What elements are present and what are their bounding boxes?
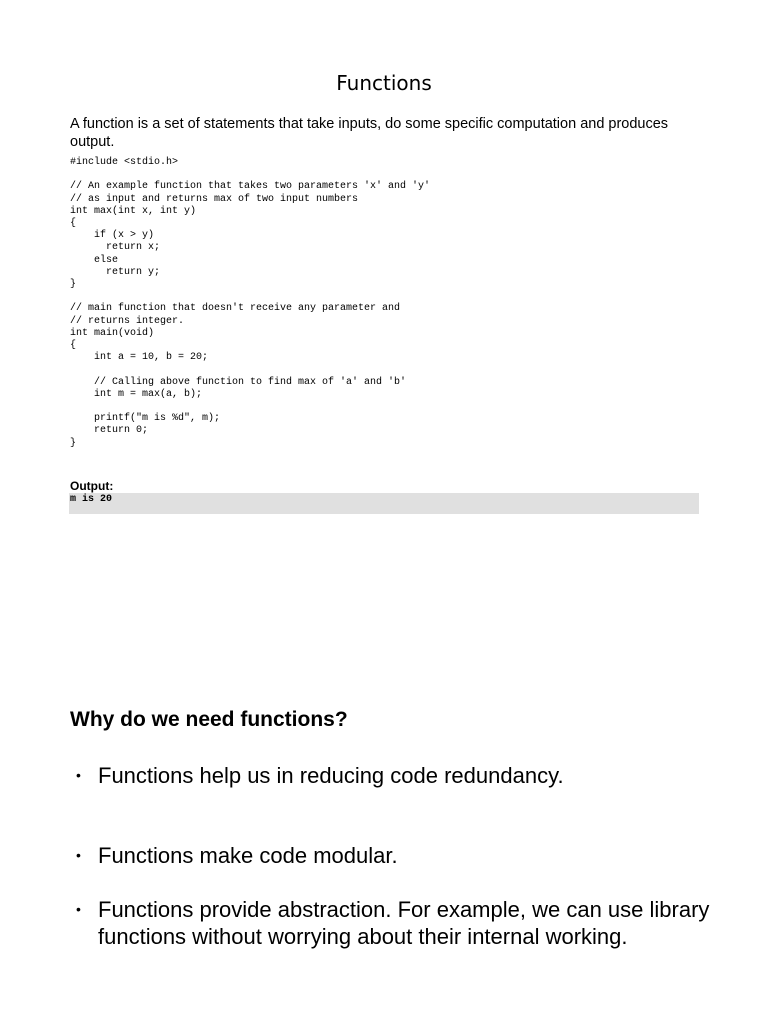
bullet-item-modular — [70, 842, 710, 869]
output-text: m is 20 — [70, 494, 113, 505]
section-heading: Why do we need functions? — [70, 708, 348, 731]
page-title: Functions — [336, 71, 432, 95]
output-label: Output: — [70, 479, 114, 493]
bullet-icon: • — [76, 767, 81, 783]
bullet-text: Functions provide abstraction. For example, we can use library functions without worrying about their internal working. — [98, 897, 710, 949]
bullet-text: Functions make code modular. — [98, 843, 398, 868]
intro-paragraph: A function is a set of statements that take inputs, do some specific computation and produces output. — [70, 116, 669, 150]
code-block: #include <stdio.h> // An example function that takes two parameters 'x' and 'y' // as input and returns max of two input numbers int max(int x, int y) { if (x > y) return x; else return y; } // main function that doesn't receive any parameter and // returns integer. int main(void) { int a = 10, b = 20; // Calling above function to find max of 'a' and 'b' int m = max(a, b); printf("m is %d", m); return 0; } — [70, 157, 431, 449]
bullet-icon: • — [76, 901, 81, 917]
bullet-icon: • — [76, 847, 81, 863]
bullet-item-redundancy — [70, 762, 710, 789]
output-box — [69, 493, 699, 514]
bullet-item-abstraction — [70, 896, 710, 950]
bullet-text: Functions help us in reducing code redundancy. — [98, 763, 564, 788]
